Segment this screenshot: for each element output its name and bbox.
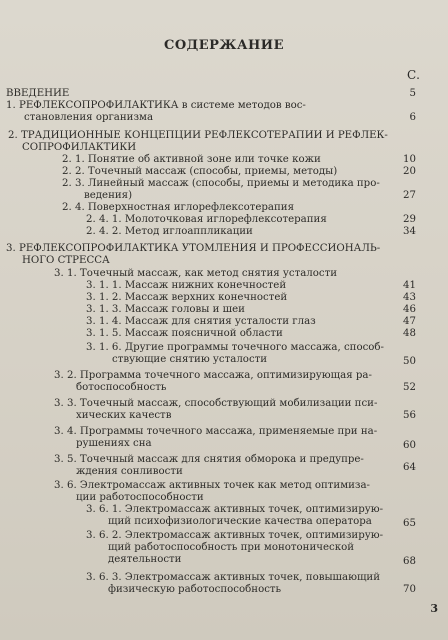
toc-entry-line: 3. 6. 1. Электромассаж активных точек, оптимизирую- bbox=[86, 504, 384, 515]
toc-page-number: 46 bbox=[403, 304, 416, 315]
toc-entry-line: 3. 1. Точечный массаж, как метод снятия усталости bbox=[54, 268, 338, 279]
toc-page-number: 60 bbox=[403, 440, 416, 451]
toc-page-number: 5 bbox=[409, 88, 416, 99]
toc-page-number: 70 bbox=[403, 584, 416, 595]
toc-page-number: 41 bbox=[403, 280, 416, 291]
toc-entry-line: 2. ТРАДИЦИОННЫЕ КОНЦЕПЦИИ РЕФЛЕКСОТЕРАПИИ И РЕФЛЕК- bbox=[8, 130, 388, 141]
toc-entry-line: 3. РЕФЛЕКСОПРОФИЛАКТИКА УТОМЛЕНИЯ И ПРОФЕССИОНАЛЬ- bbox=[6, 243, 381, 254]
toc-entry-line: ждения сонливости bbox=[76, 466, 183, 477]
toc-entry-line: 3. 6. Электромассаж активных точек как метод оптимиза- bbox=[54, 480, 371, 491]
toc-entry-line: 3. 1. 2. Массаж верхних конечностей bbox=[86, 292, 288, 303]
toc-entry-line: 3. 4. Программы точечного массажа, применяемые при на- bbox=[54, 426, 378, 437]
toc-page-number: 47 bbox=[403, 316, 416, 327]
toc-entry-line: 2. 2. Точечный массаж (способы, приемы, методы) bbox=[62, 166, 338, 177]
toc-entry-line: 3. 1. 5. Массаж поясничной области bbox=[86, 328, 283, 339]
toc-page-number: 52 bbox=[403, 382, 416, 393]
toc-entry-line: НОГО СТРЕССА bbox=[22, 255, 110, 266]
toc-entry-line: хических качеств bbox=[76, 410, 172, 421]
toc-entry-line: 3. 1. 6. Другие программы точечного массажа, способ- bbox=[86, 342, 384, 353]
toc-entry-line: щий работоспособность при монотонической bbox=[108, 542, 355, 553]
toc-entry-line: ведения) bbox=[84, 190, 133, 201]
toc-entry-line: 2. 4. Поверхностная иглорефлексотерапия bbox=[62, 202, 294, 213]
toc-page-number: 10 bbox=[403, 154, 416, 165]
toc-page-number: 43 bbox=[403, 292, 416, 303]
toc-entry-line: 3. 1. 3. Массаж головы и шеи bbox=[86, 304, 245, 315]
toc-page-number: 29 bbox=[403, 214, 416, 225]
toc-entry-line: деятельности bbox=[108, 554, 182, 565]
toc-entry-line: 3. 6. 2. Электромассаж активных точек, оптимизирую- bbox=[86, 530, 384, 541]
toc-entry-line: ствующие снятию усталости bbox=[112, 354, 268, 365]
page-column-label: С. bbox=[407, 68, 420, 82]
toc-entry-line: ции работоспособности bbox=[76, 492, 204, 503]
folio-number: 3 bbox=[430, 602, 438, 615]
toc-entry-line: 2. 4. 1. Молоточковая иглорефлексотерапия bbox=[86, 214, 327, 225]
toc-entry-line: рушениях сна bbox=[76, 438, 152, 449]
page-title: СОДЕРЖАНИЕ bbox=[163, 38, 285, 53]
toc-page-number: 48 bbox=[403, 328, 416, 339]
toc-page-number: 56 bbox=[403, 410, 416, 421]
toc-entry-line: 3. 1. 1. Массаж нижних конечностей bbox=[86, 280, 287, 291]
toc-page-number: 50 bbox=[403, 356, 416, 367]
toc-entry-line: 3. 3. Точечный массаж, способствующий мобилизации пси- bbox=[54, 398, 378, 409]
toc-entry-line: 2. 4. 2. Метод иглоаппликации bbox=[86, 226, 253, 237]
toc-page-number: 27 bbox=[403, 190, 416, 201]
toc-entry-line: 3. 2. Программа точечного массажа, оптимизирующая ра- bbox=[54, 370, 372, 381]
toc-entry-line: 2. 1. Понятие об активной зоне или точке кожи bbox=[62, 154, 321, 165]
toc-entry-line: 2. 3. Линейный массаж (способы, приемы и методика про- bbox=[62, 178, 380, 189]
toc-entry-line: щий психофизиологические качества оператора bbox=[108, 516, 372, 527]
toc-page-number: 68 bbox=[403, 556, 416, 567]
toc-entry-line: 3. 5. Точечный массаж для снятия обморока и предупре- bbox=[54, 454, 364, 465]
toc-entry-line: СОПРОФИЛАКТИКИ bbox=[22, 142, 137, 153]
toc-entry-line: 3. 6. 3. Электромассаж активных точек, повышающий bbox=[86, 572, 381, 583]
toc-page-number: 65 bbox=[403, 518, 416, 529]
toc-entry-line: становления организма bbox=[24, 112, 154, 123]
toc-page-number: 6 bbox=[409, 112, 416, 123]
toc-page-number: 64 bbox=[403, 462, 416, 473]
toc-entry-line: 1. РЕФЛЕКСОПРОФИЛАКТИКА в системе методов вос- bbox=[6, 100, 306, 111]
toc-entry-line: 3. 1. 4. Массаж для снятия усталости глаз bbox=[86, 316, 316, 327]
toc-page-number: 20 bbox=[403, 166, 416, 177]
toc-entry-line: ВВЕДЕНИЕ bbox=[6, 88, 70, 99]
toc-page-number: 34 bbox=[403, 226, 416, 237]
toc-entry-line: физическую работоспособность bbox=[108, 584, 282, 595]
toc-entry-line: ботоспособность bbox=[76, 382, 167, 393]
